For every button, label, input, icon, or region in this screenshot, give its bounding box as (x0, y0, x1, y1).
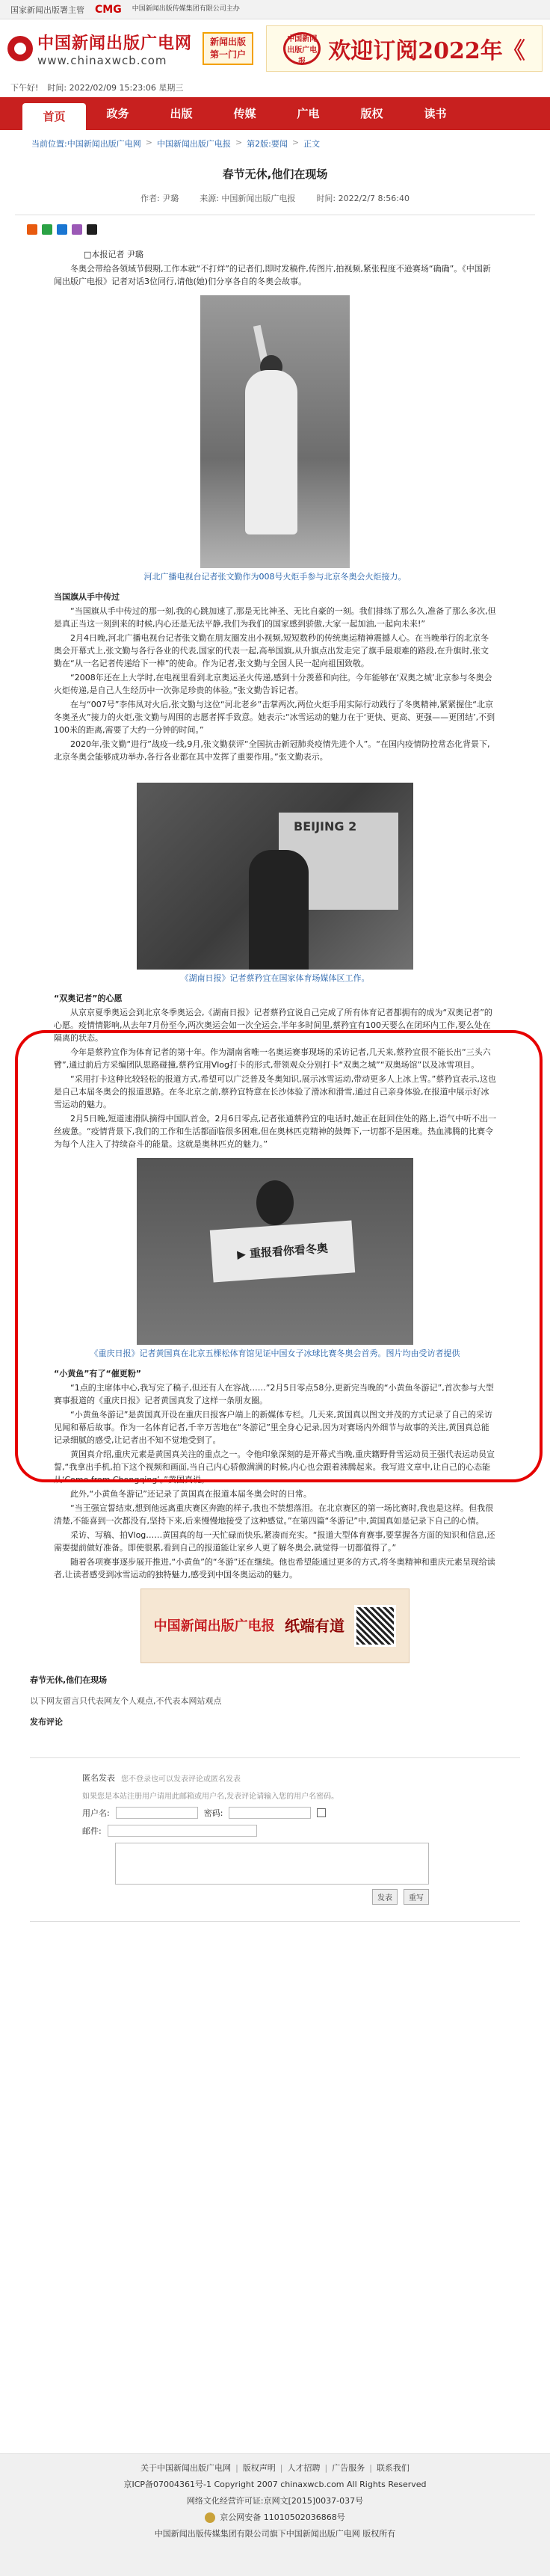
paragraph: 采访、写稿、拍Vlog……黄国真的每一天忙碌而快乐,紧凑而充实。“报道大型体育赛事,要掌握各方面的知识和信息,还需要提前做好准备。即使很累,看到自己的报道能让家乡人更了解冬奥会,就觉得一切都值得了。” (54, 1530, 495, 1553)
site-header (0, 19, 550, 78)
username-label: 用户名: (82, 1808, 110, 1818)
main-nav (0, 97, 550, 130)
nav-item-copyright[interactable]: 版权 (360, 107, 383, 120)
anonymous-hint: 您不登录也可以发表评论或匿名发表 (121, 1775, 241, 1784)
nav-item-broadcast[interactable]: 广电 (297, 107, 320, 120)
footer-link[interactable]: 人才招聘 (287, 2463, 321, 2473)
section-heading: “小黄鱼”有了“催更粉” (54, 1369, 141, 1378)
breadcrumb-item[interactable]: 当前位置:中国新闻出版广电网 (31, 139, 141, 149)
reporter-at-venue-photo: BEIJING 2 (137, 783, 413, 970)
nav-item-reading[interactable]: 读书 (424, 107, 447, 120)
current-datetime: 时间: 2022/02/09 15:23:06 星期三 (47, 83, 184, 93)
banner-logo-icon: 中国新闻出版广电报 (283, 32, 321, 65)
photo-caption: 《湖南日报》记者蔡矜宜在国家体育场媒体区工作。 (180, 973, 370, 983)
topbar-supervisor-text: 国家新闻出版署主管 (10, 4, 84, 15)
nav-item-government[interactable]: 政务 (106, 107, 129, 120)
footer-links: 关于中国新闻出版广电网 | 版权声明 | 人才招聘 | 广告服务 | 联系我们 (0, 2460, 550, 2477)
paragraph: 2月5日晚,短道速滑队摘得中国队首金。2月6日零点,记者张通蔡矜宜的电话时,她正在赶回住处的路上,语气中听不出一丝疲惫。“疫情背景下,我们的工作和生活都面临很多困难,但在奥林匹克精神的鼓舞下,一切都不是困难。热血沸腾的比赛令为每个人注入了持续奋斗的能量。这就是奥林匹克的魅力。” (54, 1114, 496, 1149)
password-input[interactable] (229, 1807, 311, 1819)
share-bar (0, 215, 550, 244)
footer-link[interactable]: 版权声明 (242, 2463, 276, 2473)
submit-button[interactable]: 发表 (372, 1889, 398, 1905)
email-label: 邮件: (82, 1826, 102, 1836)
share-weibo-icon[interactable] (27, 224, 37, 235)
photo-caption: 《重庆日报》记者黄国真在北京五棵松体育馆见证中国女子冰球比赛冬奥会首秀。图片均由受访者提供 (90, 1349, 460, 1358)
paragraph: “当国旗从手中传过的那一刻,我的心跳加速了,那是无比神圣、无比自豪的一刻。我们排练了那么久,准备了那么多次,但是真正当这一刻到来的时候,内心还是无法平静,我们为我们的国家感到骄傲,大家一起加油,一起向未来!” (54, 606, 496, 629)
footer-copyright: 中国新闻出版传媒集团有限公司旗下中国新闻出版广电网 版权所有 (154, 2529, 396, 2539)
article-source: 来源: 中国新闻出版广电报 (200, 194, 296, 203)
logo-chinese-name: 中国新闻出版广电网 (37, 33, 193, 53)
footer-icp: 京ICP备07004361号-1 Copyright 2007 chinaxwcb.com All Rights Reserved (123, 2480, 427, 2489)
related-section (0, 1666, 550, 1735)
article-meta (15, 192, 535, 215)
paragraph: “小黄鱼冬游记”是黄国真开设在重庆日报客户端上的新媒体专栏。几天来,黄国真以图文并茂的方式记录了自己的采访见闻和幕后故事。作为一名体育记者,千辛万苦地在“冬游记”里全身心记录,因为对赛场内外细节与故事的关注,黄国真总能记录细腻的感受,让记者出不知不觉地受到了。 (54, 1410, 492, 1445)
article-byline: □本报记者 尹璐 (84, 250, 143, 259)
slogan-line-2: 第一门户 (210, 49, 247, 60)
cmg-logo[interactable]: CMG (95, 3, 122, 16)
slogan-badge (203, 32, 253, 65)
paragraph: 2月4日晚,河北广播电视台记者张文勤在朋友圈发出小视频,短短数秒的传统奥运精神震撼人心。在当晚举行的北京冬奥会开幕式上,张文勤与各行各业的代表,国家的代表一起,高举国旗,从升旗点出发走完了旗手最艰难的路段,在升旗时,张文勤在“从一名记者传递给下一棒”的使命。作为记者,张文勤与全国人民一起向祖国致敬。 (54, 633, 489, 668)
article-time: 时间: 2022/2/7 8:56:40 (316, 194, 410, 203)
article-body (0, 248, 550, 1663)
anonymous-checkbox[interactable] (317, 1808, 326, 1817)
ad-title: 中国新闻出版广电报 (153, 1618, 275, 1634)
police-badge-icon (205, 2512, 215, 2523)
footer-link[interactable]: 联系我们 (376, 2463, 410, 2473)
paragraph: 2020年,张文勤“进行”战疫一线,9月,张文勤获评“全国抗击新冠肺炎疫情先进个人”。“在国内疫情防控常态化背景下,北京冬奥会能够成功举办,各行各业都在其中发挥了重要作用。”张文勤表示。 (54, 739, 490, 762)
share-more-icon[interactable] (87, 224, 97, 235)
comment-textarea[interactable] (115, 1843, 429, 1885)
paragraph: “2008年还在上大学时,在电视里看到北京奥运圣火传递,感到十分羡慕和向往。今年能够在‘双奥之城’北京参与冬奥会火炬传递,是自己人生经历中一次弥足珍贵的体验。”张文勤告诉记者。 (54, 673, 492, 695)
paragraph: “采用打卡这种比较轻松的报道方式,希望可以广泛普及冬奥知识,展示冰雪运动,带动更多人上冰上雪。”蔡矜宜表示,这也是自己本届冬奥会的报道思路。在冬北京之前,蔡矜宜特意在长沙体验了滑冰和滑雪,通过自己亲身体验,在报道中展示好冰雪运动的魅力。 (54, 1074, 496, 1109)
footer-police-text: 京公网安备 11010502036868号 (220, 2512, 345, 2522)
breadcrumb-item[interactable]: 第2版:要闻 (247, 139, 288, 149)
share-douban-icon[interactable] (72, 224, 82, 235)
ad-brush-text: 纸端有道 (284, 1616, 344, 1635)
subscription-banner[interactable] (266, 25, 543, 72)
reporter-holding-sign-photo: ▶ 重报看你看冬奥 (137, 1158, 413, 1345)
login-hint: 如果您是本站注册用户请用此邮箱或用户名,发表评论请输入您的用户名密码。 (82, 1793, 339, 1801)
paragraph: 冬奥会带给各领域节假期,工作本就“不打烊”的记者们,即时发稿件,传图片,拍视频,紧张程度不逊赛场“确确”。《中国新闻出版广电报》记者对话3位同行,请他(她)们分享各自的冬奥会故事。 (54, 264, 491, 286)
section-heading: 当国旗从手中传过 (54, 592, 120, 602)
footer-license: 网络文化经营许可证:京网文[2015]0037-037号 (186, 2496, 364, 2506)
anonymous-label: 匿名发表 (82, 1773, 115, 1783)
comment-disclaimer: 以下网友留言只代表网友个人观点,不代表本网站观点 (30, 1696, 222, 1706)
footer-link[interactable]: 关于中国新闻出版广电网 (140, 2463, 232, 2473)
footer-link[interactable]: 广告服务 (332, 2463, 365, 2473)
email-input[interactable] (108, 1825, 257, 1837)
site-logo[interactable] (7, 31, 192, 67)
username-input[interactable] (116, 1807, 198, 1819)
related-article-link[interactable]: 春节无休,他们在现场 (30, 1675, 108, 1685)
logo-mark-icon (7, 36, 33, 61)
paragraph: 在与“007号”李伟凤对火后,张文勤与这位“河北老乡”击掌两次,两位火炬手用实际行动践行了冬奥精神,紧紧握住“北京冬奥圣火”接力的火炬,张文勤与周围的志愿者挥手致意。她表示:“冰雪运动的魅力在于‘更快、更高、更强——更团结’,不到100米的距离,需要了大约一分钟的时间。” (54, 700, 495, 735)
logo-domain: www.chinaxwcb.com (37, 53, 167, 67)
newspaper-ad-image[interactable] (140, 1589, 410, 1663)
comment-form (30, 1757, 520, 1922)
breadcrumb-item[interactable]: 中国新闻出版广电报 (156, 139, 231, 149)
breadcrumb-item: 正文 (303, 139, 321, 149)
paragraph: “当王强宣誓结束,想到他远离重庆赛区奔跑的样子,我也不禁想落泪。在北京赛区的第一场比赛时,我也是这样。但我很清楚,不能喜到一次都没有,坚持下来,后来慢慢地接受了这种感觉。”在第四篇“冬游记”中,黄国真如是记录下自己的心情。 (54, 1503, 494, 1526)
qr-code-icon (354, 1605, 396, 1647)
slogan-line-1: 新闻出版 (210, 37, 247, 48)
banner-text: 欢迎订阅2022年《 (328, 38, 525, 64)
greeting: 下午好! (10, 83, 39, 93)
site-footer (0, 2453, 550, 2576)
nav-item-publishing[interactable]: 出版 (170, 107, 193, 120)
password-label: 密码: (203, 1808, 223, 1818)
paragraph: 随着各项赛事逐步展开推进,“小黄鱼”的“冬游”还在继续。他也希望能通过更多的方式,将冬奥精神和重庆元素呈现给读者,让读者感受到冰雪运动的独特魅力,感受到中国冬奥运动的魅力。 (54, 1557, 495, 1580)
paragraph: “1点的主席体中心,我写完了稿子,但还有人在容战……”2月5日零点58分,更新完当晚的“小黄鱼冬游记”,首次参与大型赛事报道的《重庆日报》记者黄国真发了这样一条朋友圈。 (54, 1383, 494, 1405)
footer-police-record (0, 2509, 550, 2526)
breadcrumb: 当前位置:中国新闻出版广电网 > 中国新闻出版广电报 > 第2版:要闻 > 正文 (31, 138, 321, 149)
top-bar (0, 0, 550, 19)
paragraph: 此外,“小黄鱼冬游记”还记录了黄国真在报道本届冬奥会时的日常。 (70, 1489, 312, 1499)
photo-caption: 河北广播电视台记者张文勤作为008号火炬手参与北京冬奥会火炬接力。 (143, 572, 407, 582)
torch-relay-photo (200, 295, 350, 568)
paragraph: 黄国真介绍,重庆元素是黄国真关注的重点之一。令他印象深刻的是开幕式当晚,重庆籍野骨雪运动员王强代表运动员宣誓,“我拿出手机,拍下这个视频和画面,当自己内心骄傲满满的时候,内心也会跟着沸腾起来。我写进文章中,让自己的心态能从‘Come from Chongqing’。”黄国真说。 (54, 1449, 495, 1485)
date-bar (0, 78, 550, 97)
share-qzone-icon[interactable] (57, 224, 67, 235)
nav-item-home[interactable]: 首页 (22, 103, 86, 130)
nav-item-media[interactable]: 传媒 (233, 107, 256, 120)
paragraph: 从京京夏季奥运会到北京冬季奥运会,《湖南日报》记者蔡矜宜说自己完成了所有体育记者都拥有的成为“双奥记者”的心愿。疫情情影响,从去年7月份至今,两次奥运会如一次全运会,半年多时间里,蔡矜宜有100天要么在闭环内工作,要么处在隔离的状态。 (54, 1008, 492, 1043)
cmg-subtitle: 中国新闻出版传媒集团有限公司主办 (132, 4, 240, 13)
post-comment-heading: 发布评论 (30, 1717, 63, 1727)
article-title: 春节无休,他们在现场 (222, 167, 328, 181)
reset-button[interactable]: 重写 (404, 1889, 429, 1905)
share-wechat-icon[interactable] (42, 224, 52, 235)
section-heading: “双奥记者”的心愿 (54, 993, 123, 1003)
article-author: 作者: 尹璐 (140, 194, 179, 203)
paragraph: 今年是蔡矜宜作为体育记者的第十年。作为湖南省唯一名奥运赛事现场的采访记者,几天来,蔡矜宜很不能长出“三头六臂”,通过前后方采编团队思路碰撞,蔡矜宜用Vlog打卡的形式,带领观众分别打卡“双奥之城”“双奥场馆”以及冰雪项目。 (54, 1047, 491, 1070)
